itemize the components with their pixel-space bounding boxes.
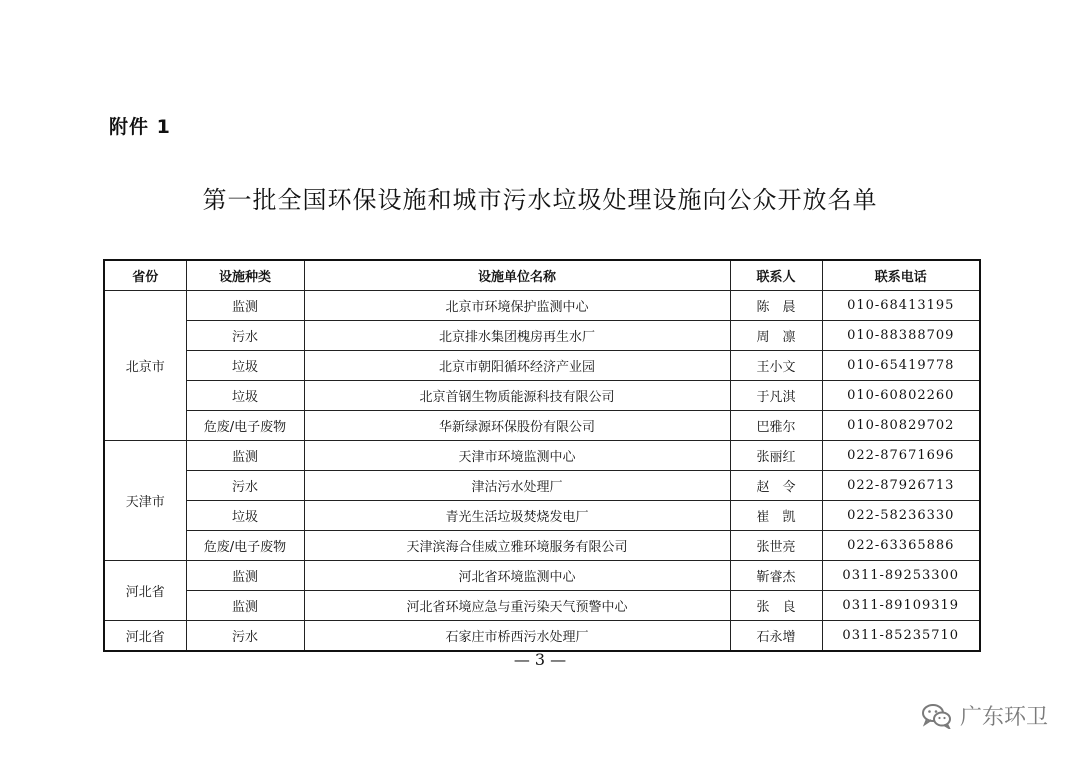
category-cell: 危废/电子废物 [186,411,304,441]
unit-name-cell: 天津滨海合佳威立雅环境服务有限公司 [304,531,730,561]
contact-cell: 张 良 [730,591,822,621]
unit-name-cell: 北京排水集团槐房再生水厂 [304,321,730,351]
category-cell: 危废/电子废物 [186,531,304,561]
contact-cell: 张丽红 [730,441,822,471]
phone-cell: 010-65419778 [822,351,980,381]
table-row [104,561,980,591]
watermark-text: 广东环卫 [959,705,1048,730]
phone-cell: 010-68413195 [822,291,980,321]
table-row [104,321,980,351]
contact-cell: 靳睿杰 [730,561,822,591]
phone-cell: 022-87671696 [822,441,980,471]
unit-name-cell: 河北省环境监测中心 [304,561,730,591]
contact-cell: 陈 晨 [730,291,822,321]
phone-cell: 022-63365886 [822,531,980,561]
table-body [104,291,980,652]
category-cell: 污水 [186,621,304,652]
category-cell: 监测 [186,591,304,621]
category-cell: 垃圾 [186,351,304,381]
category-cell: 污水 [186,471,304,501]
table-row [104,531,980,561]
phone-cell: 010-60802260 [822,381,980,411]
watermark [922,700,1048,731]
phone-cell: 022-87926713 [822,471,980,501]
header-phone: 联系电话 [822,260,980,291]
province-cell: 河北省 [104,621,186,652]
table-row [104,351,980,381]
table-row [104,621,980,652]
facility-table [103,259,981,652]
contact-cell: 巴雅尔 [730,411,822,441]
unit-name-cell: 津沽污水处理厂 [304,471,730,501]
category-cell: 监测 [186,441,304,471]
header-contact: 联系人 [730,260,822,291]
page-number: — 3 — [513,650,567,669]
header-category: 设施种类 [186,260,304,291]
table-row [104,471,980,501]
table-row [104,591,980,621]
table-header-row [104,260,980,291]
phone-cell: 010-88388709 [822,321,980,351]
province-cell: 北京市 [104,291,186,441]
phone-cell: 0311-89253300 [822,561,980,591]
page-title: 第一批全国环保设施和城市污水垃圾处理设施向公众开放名单 [202,186,878,214]
unit-name-cell: 北京市环境保护监测中心 [304,291,730,321]
wechat-icon [922,703,952,729]
unit-name-cell: 石家庄市桥西污水处理厂 [304,621,730,652]
category-cell: 污水 [186,321,304,351]
category-cell: 监测 [186,561,304,591]
province-cell: 河北省 [104,561,186,621]
contact-cell: 张世亮 [730,531,822,561]
province-cell: 天津市 [104,441,186,561]
unit-name-cell: 华新绿源环保股份有限公司 [304,411,730,441]
contact-cell: 崔 凯 [730,501,822,531]
contact-cell: 石永增 [730,621,822,652]
phone-cell: 0311-85235710 [822,621,980,652]
contact-cell: 王小文 [730,351,822,381]
contact-cell: 周 凛 [730,321,822,351]
contact-cell: 于凡淇 [730,381,822,411]
category-cell: 垃圾 [186,381,304,411]
category-cell: 垃圾 [186,501,304,531]
unit-name-cell: 河北省环境应急与重污染天气预警中心 [304,591,730,621]
unit-name-cell: 天津市环境监测中心 [304,441,730,471]
unit-name-cell: 北京首钢生物质能源科技有限公司 [304,381,730,411]
contact-cell: 赵 令 [730,471,822,501]
header-unit-name: 设施单位名称 [304,260,730,291]
attachment-label: 附件 1 [109,116,171,138]
table-row [104,291,980,321]
header-province: 省份 [104,260,186,291]
phone-cell: 0311-89109319 [822,591,980,621]
unit-name-cell: 青光生活垃圾焚烧发电厂 [304,501,730,531]
table-row [104,501,980,531]
phone-cell: 010-80829702 [822,411,980,441]
phone-cell: 022-58236330 [822,501,980,531]
table-row [104,411,980,441]
table-row [104,441,980,471]
table-row [104,381,980,411]
category-cell: 监测 [186,291,304,321]
unit-name-cell: 北京市朝阳循环经济产业园 [304,351,730,381]
